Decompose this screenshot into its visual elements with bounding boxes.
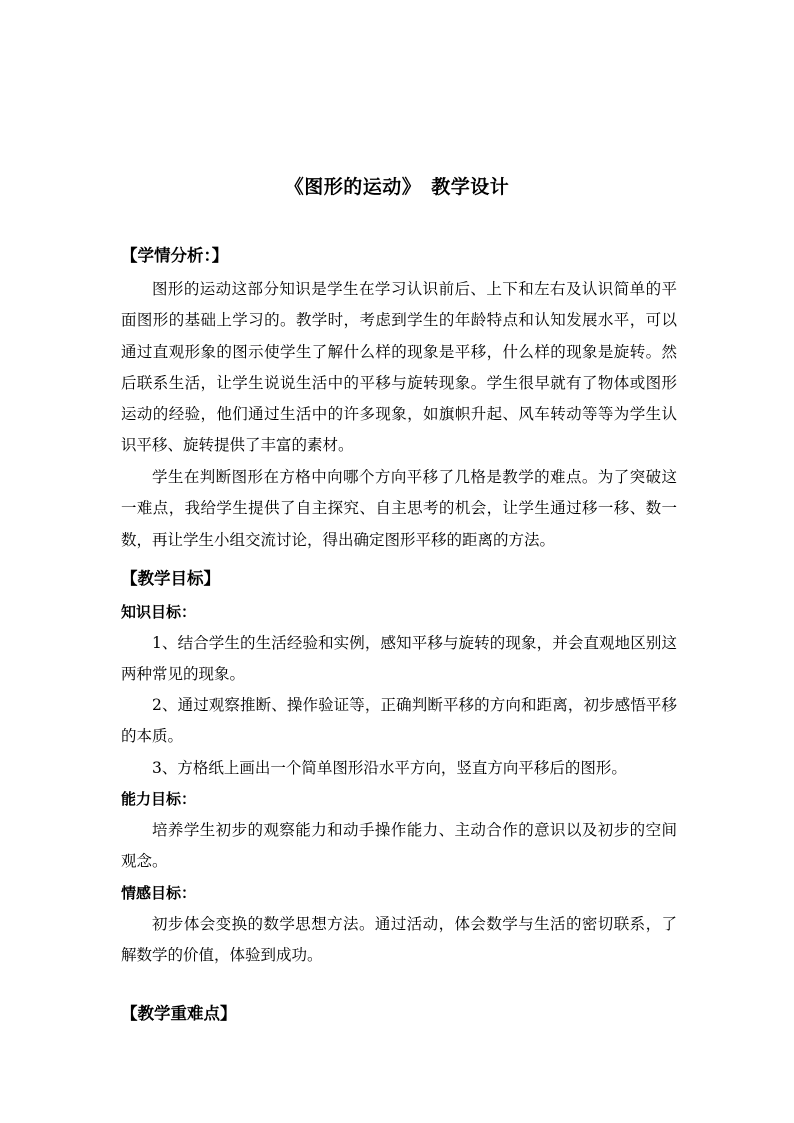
knowledge-objective-3: 3、方格纸上画出一个简单图形沿水平方向，竖直方向平移后的图形。: [152, 759, 627, 777]
paragraph-situation-2: 学生在判断图形在方格中向哪个方向平移了几格是教学的难点。为了突破这一难点，我给学生提供了自主探究、自主思考的机会，让学生通过移一移、数一数，再让学生小组交流讨论，得出确定图形平移的距离的方法。: [121, 468, 677, 549]
emotion-objectives-label: 情感目标：: [121, 884, 197, 902]
knowledge-objective-2: 2、通过观察推断、操作验证等，正确判断平移的方向和距离，初步感悟平移的本质。: [121, 696, 677, 746]
knowledge-objectives-label: 知识目标：: [121, 603, 197, 621]
section-heading-key-points: 【教学重难点】: [121, 1004, 237, 1023]
ability-objective-1: 培养学生初步的观察能力和动手操作能力、主动合作的意识以及初步的空间观念。: [121, 821, 677, 871]
knowledge-objective-1: 1、结合学生的生活经验和实例，感知平移与旋转的现象，并会直观地区别这两种常见的现象。: [121, 634, 677, 684]
document-title: 《图形的运动》 教学设计: [284, 176, 510, 198]
ability-objectives-label: 能力目标：: [121, 790, 197, 808]
section-heading-situation: 【学情分析：】: [121, 246, 229, 265]
emotion-objective-1: 初步体会变换的数学思想方法。通过活动，体会数学与生活的密切联系，了解数学的价值，体验到成功。: [121, 915, 677, 965]
section-heading-objectives: 【教学目标】: [121, 569, 220, 588]
paragraph-situation-1: 图形的运动这部分知识是学生在学习认识前后、上下和左右及认识简单的平面图形的基础上学习的。教学时，考虑到学生的年龄特点和认知发展水平，可以通过直观形象的图示使学生了解什么样的现象是平移，什么样的现象是旋转。然后联系生活，让学生说说生活中的平移与旋转现象。学生很早就有了物体或图形运动的经验，他们通过生活中的许多现象，如旗帜升起、风车转动等等为学生认识平移、旋转提供了丰富的素材。: [121, 280, 677, 455]
